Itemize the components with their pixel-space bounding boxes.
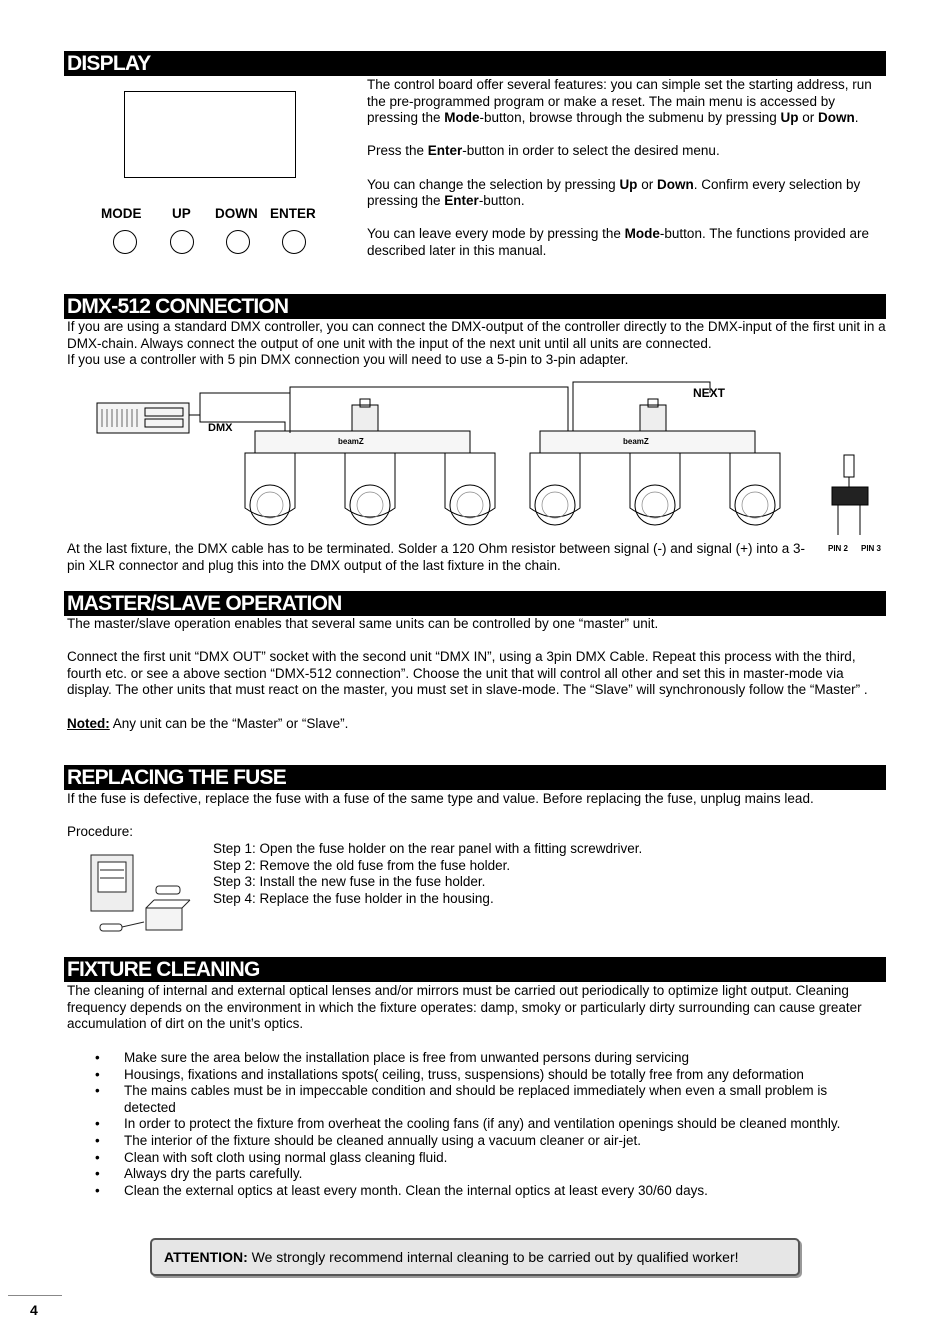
pin2-label: PIN 2: [828, 544, 849, 553]
cleaning-bullet-2: • Housings, fixations and installations spots( ceiling, truss, suspensions) should be totally free from any deformation: [92, 1067, 882, 1084]
dmx-intro: [67, 319, 887, 369]
display-description: [367, 77, 885, 260]
cleaning-paragraph: The cleaning of internal and external optical lenses and/or mirrors must be carried out periodically to optimize light output. Cleaning frequency depends on the environment in which the fixture operates: damp, smoky or particularly dirty surrounding can cause greater accumulation of dirt on the unit’s optics.: [67, 983, 862, 1032]
brand-logo-2: beamZ: [623, 437, 649, 446]
fuse-step-4: Step 4: Replace the fuse holder in the housing.: [213, 890, 494, 906]
next-label: NEXT: [693, 386, 726, 400]
cleaning-bullet-8: • Clean the external optics at least every month. Clean the internal optics at least every 30/60 days.: [92, 1183, 882, 1200]
dmx-termination-text: At the last fixture, the DMX cable has to be terminated. Solder a 120 Ohm resistor between signal (-) and signal (+) into a 3-pin XLR connector and plug this into the DMX output of the last fixture in the chain.: [67, 541, 805, 573]
section-header-display: DISPLAY: [64, 51, 886, 76]
display-screen: [124, 91, 296, 178]
up-button-icon: [170, 230, 194, 254]
fuse-step-2: Step 2: Remove the old fuse from the fuse holder.: [213, 857, 511, 873]
display-paragraph-3: You can change the selection by pressing Up or Down. Confirm every selection by pressing the Enter-button.: [367, 176, 861, 209]
attention-text: We strongly recommend internal cleaning to be carried out by qualified worker!: [247, 1249, 739, 1265]
display-paragraph-4: You can leave every mode by pressing the Mode-button. The functions provided are described later in this manual.: [367, 226, 870, 258]
footer-rule: [8, 1295, 62, 1296]
cleaning-bullet-5: • The interior of the fixture should be cleaned annually using a vacuum cleaner or air-jet.: [92, 1133, 882, 1150]
fuse-step-1: Step 1: Open the fuse holder on the rear panel with a fitting screwdriver.: [213, 841, 643, 856]
button-label-up: UP: [172, 206, 191, 221]
brand-logo-1: beamZ: [338, 437, 364, 446]
attention-box: [150, 1238, 800, 1276]
master-slave-note: Noted: Any unit can be the “Master” or “Slave”.: [67, 715, 349, 731]
fuse-steps: [213, 841, 883, 907]
dmx-intro-text: If you are using a standard DMX controller, you can connect the DMX-output of the controller directly to the DMX-input of the first unit in a DMX-chain. Always connect the output of one unit with the input of the next unit until all units are connected.: [67, 319, 886, 351]
button-label-mode: MODE: [101, 206, 142, 221]
page-number: 4: [30, 1302, 38, 1318]
button-label-down: DOWN: [215, 206, 258, 221]
enter-button-icon: [282, 230, 306, 254]
dmx-connection-diagram: [60, 375, 890, 555]
section-header-cleaning: FIXTURE CLEANING: [64, 957, 886, 982]
section-header-dmx: DMX-512 CONNECTION: [64, 294, 886, 319]
display-paragraph-2: Press the Enter-button in order to select the desired menu.: [367, 143, 720, 159]
mode-button-icon: [113, 230, 137, 254]
button-label-enter: ENTER: [270, 206, 316, 221]
fuse-paragraph: If the fuse is defective, replace the fuse with a fuse of the same type and value. Before replacing the fuse, unplug mains lead.: [67, 791, 814, 806]
dmx-adapter-text: If you use a controller with 5 pin DMX connection you will need to use a 5-pin to 3-pin adapter.: [67, 352, 629, 368]
section-header-fuse: REPLACING THE FUSE: [64, 765, 886, 790]
cleaning-bullet-4: • In order to protect the fixture from overheat the cooling fans (if any) and ventilation openings should be cleaned monthly.: [92, 1116, 882, 1133]
section-header-master-slave: MASTER/SLAVE OPERATION: [64, 591, 886, 616]
cleaning-bullet-3: • The mains cables must be in impeccable condition and should be replaced immediately when even a small problem is detected: [92, 1083, 882, 1116]
master-slave-paragraph-2: Connect the first unit “DMX OUT” socket with the second unit “DMX IN”, using a 3pin DMX Cable. Repeat this process with the third, fourth etc. or see a above section “DMX-512 connection”. Choose the unit that will control all other and set this in master-mode via display. The other units that must react on the master, you must set in slave-mode. The “Slave” will synchronously follow the “Master” .: [67, 649, 868, 698]
fuse-step-3: Step 3: Install the new fuse in the fuse holder.: [213, 874, 486, 890]
cleaning-bullet-list: [92, 1050, 882, 1199]
fuse-body: [67, 791, 887, 841]
fuse-procedure-label: Procedure:: [67, 824, 134, 840]
master-slave-paragraph-1: The master/slave operation enables that several same units can be controlled by one “master” unit.: [67, 616, 659, 631]
display-paragraph-1: The control board offer several features: you can simple set the starting address, run the pre-programmed program or make a reset. The main menu is accessed by pressing the Mode-button, browse through the submenu by pressing Up or Down.: [367, 77, 872, 126]
cleaning-bullet-1: • Make sure the area below the installation place is free from unwanted persons during servicing: [92, 1050, 882, 1067]
fuse-holder-illustration: [86, 850, 196, 942]
cleaning-bullet-7: • Always dry the parts carefully.: [92, 1166, 882, 1183]
dmx-label: DMX: [208, 422, 233, 434]
cleaning-bullet-6: • Clean with soft cloth using normal glass cleaning fluid.: [92, 1150, 882, 1167]
down-button-icon: [226, 230, 250, 254]
pin3-label: PIN 3: [861, 544, 882, 553]
master-slave-body: [67, 616, 887, 732]
attention-label: ATTENTION:: [164, 1249, 248, 1265]
